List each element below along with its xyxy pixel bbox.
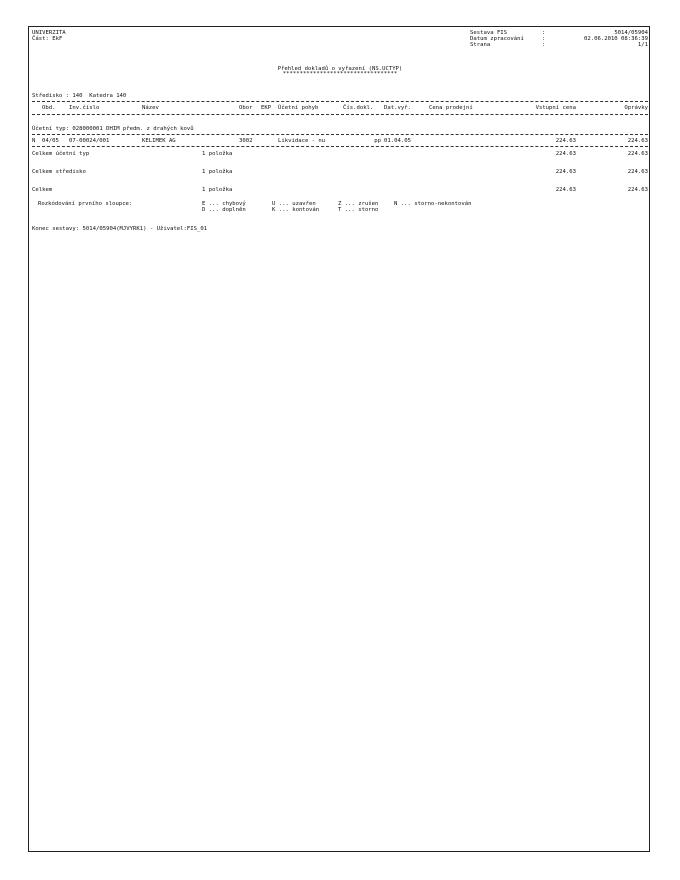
row-flag: N (32, 138, 36, 144)
total-entry: 224.63 (555, 169, 576, 175)
total-label: Celkem účetní typ (32, 151, 90, 157)
meta-sep: : (542, 42, 546, 48)
legend-item: T ... storno (338, 207, 379, 213)
meta-sep: : (542, 30, 546, 36)
row-movement: Likvidace - nu (278, 138, 326, 144)
total-depreciation: 224.63 (627, 187, 648, 193)
col-header: Čís.dokl. (343, 105, 374, 111)
col-header: Účetní pohyb (278, 105, 319, 111)
legend-label: Rozkódování prvního sloupce: (38, 201, 133, 207)
divider (32, 134, 648, 135)
meta-sep: : (542, 36, 546, 42)
row-date: 01.04.05 (384, 138, 411, 144)
meta-value: 5014/05904 (614, 30, 648, 36)
col-header: Dat.vyř. (384, 105, 411, 111)
report-title: Přehled dokladů o vyřazení (NS.UCTYP) (277, 66, 403, 72)
total-count: 1 položka (202, 151, 233, 157)
total-depreciation: 224.63 (627, 151, 648, 157)
divider (32, 146, 648, 147)
meta-value: 1/1 (637, 42, 648, 48)
filter-line: Středisko : 140 Katedra 140 (32, 93, 127, 99)
col-header: Obd. (42, 105, 56, 111)
row-inventory-number: 07-00024/001 (69, 138, 110, 144)
org-unit: Část: EkF (32, 36, 63, 42)
meta-label: Datum zpracování (470, 36, 524, 42)
row-period: 04/05 (42, 138, 59, 144)
report (32, 30, 648, 670)
divider (32, 114, 648, 115)
col-header: Vstupní cena (535, 105, 576, 111)
row-depreciation: 224.63 (627, 138, 648, 144)
title-underline: ********************************** (282, 71, 398, 77)
legend-item: Z ... zrušen (338, 201, 379, 207)
meta-label: Strana (470, 42, 491, 48)
total-entry: 224.63 (555, 187, 576, 193)
row-entry-price: 224.63 (555, 138, 576, 144)
legend-item: N ... storno-nekontován (394, 201, 472, 207)
col-header: Obor (239, 105, 253, 111)
total-count: 1 položka (202, 187, 233, 193)
col-header: Inv.číslo (69, 105, 100, 111)
row-name: KELIMEK AG (142, 138, 176, 144)
total-entry: 224.63 (555, 151, 576, 157)
meta-label: Sestava FIS (470, 30, 508, 36)
meta-value: 02.06.2010 08:36:39 (584, 36, 648, 42)
col-header: EKP (261, 105, 272, 111)
col-header: Oprávky (624, 105, 648, 111)
col-header: Cena prodejní (429, 105, 473, 111)
row-document: pp (374, 138, 381, 144)
legend-item: E ... chybový (202, 201, 246, 207)
legend-item: K ... kontován (272, 207, 320, 213)
total-depreciation: 224.63 (627, 169, 648, 175)
divider (32, 101, 648, 102)
col-header: Název (142, 105, 159, 111)
row-field: 3002 (239, 138, 253, 144)
legend-item: D ... doplněn (202, 207, 246, 213)
legend-item: U ... uzavřen (272, 201, 316, 207)
group-label: Účetní typ: 028000001 DHIM předm. z drahých kovů (32, 126, 194, 132)
report-footer: Konec sestavy: 5014/05904(MJVYRK1) - Uživatel:FIS_01 (32, 226, 208, 232)
total-label: Celkem (32, 187, 53, 193)
total-count: 1 položka (202, 169, 233, 175)
total-label: Celkem středisko (32, 169, 86, 175)
org-name: UNIVERZITA (32, 30, 66, 36)
